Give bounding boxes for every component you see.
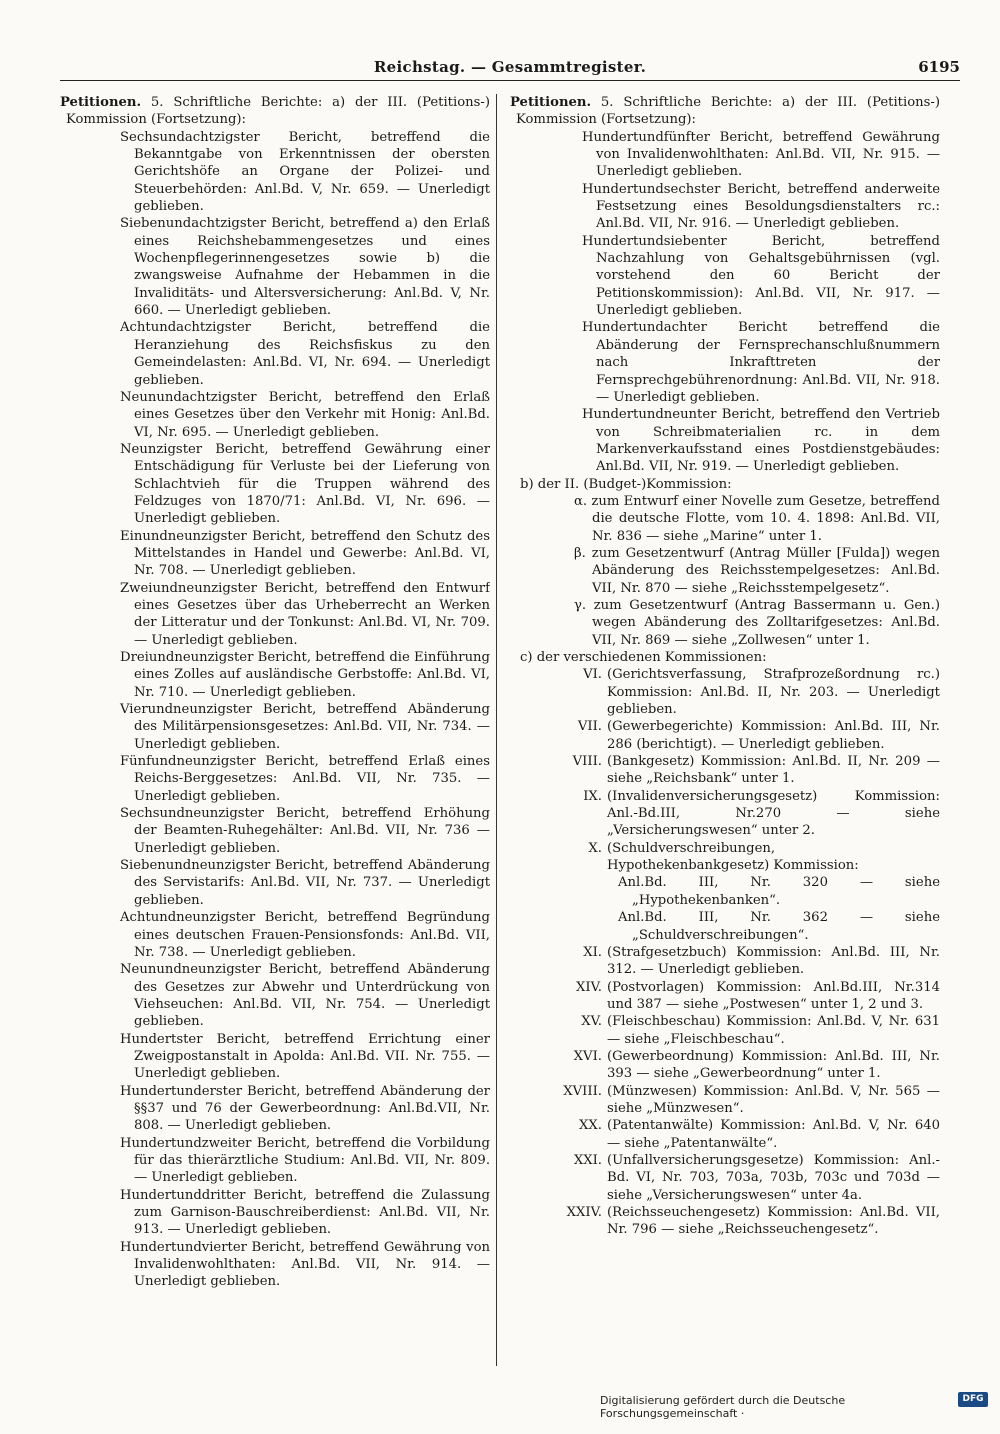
report-entry [510, 233, 940, 320]
report-title: Hundertundachter Bericht betreffend die Abänderung der Fernsprechanschlußnummern nach Inkrafttreten der Fernsprechgebührenordnung: [582, 320, 940, 388]
report-reference: Anl.Bd. VII. Nr. 755. — Unerledigt geblieben. [134, 1048, 490, 1082]
commission-number: XI. [583, 944, 602, 960]
report-reference: Anl.Bd. VII, Nr. 915. — Unerledigt geblieben. [596, 147, 940, 180]
credit-text: Digitalisierung gefördert durch die Deutsche Forschungsgemeinschaft · [600, 1394, 846, 1420]
budget-item [510, 545, 940, 597]
item-text: zum Gesetzentwurf (Antrag Müller [Fulda]) wegen Abänderung des Reichsstempelgesetzes: Anl.Bd. VII, Nr. 870 — siehe „Reichsstempelgesetz“. [591, 545, 940, 596]
commission-number: VII. [577, 719, 602, 735]
report-entry [60, 129, 490, 216]
report-title: Neunzigster Bericht, betreffend Gewährung einer Entschädigung für Verluste bei der Lieferung von Schlachtvieh für die Truppen während des Feldzuges von 1870/71: [120, 441, 490, 509]
report-entry [510, 129, 940, 181]
page-number: 6195 [918, 58, 960, 76]
commission-detail: Anl.Bd. III, Nr. 320 — siehe „Hypothekenbanken“. [618, 875, 940, 908]
commission-number: VIII. [572, 754, 602, 770]
column-heading [510, 94, 940, 129]
report-title: Siebenundachtzigster Bericht, betreffend a) den Erlaß eines Reichshebammengesetzes und eines Wochenpflegerinnengesetzes sowie b) die zwangsweise Aufnahme der Hebammen in die Invaliditäts- und Altersversicherung: [120, 216, 490, 301]
report-reference: Anl.Bd. VII, Nr. 735. — Unerledigt geblieben. [134, 771, 490, 804]
report-entry [60, 1083, 490, 1135]
report-reference: Anl.Bd. VII, Nr. 919. — Unerledigt geblieben. [596, 459, 900, 475]
commissions-section-label: c) der verschiedenen Kommissionen: [520, 650, 767, 665]
report-entry [60, 1187, 490, 1239]
heading-text: 5. Schriftliche Berichte: a) der III. (Petitions-) Kommission (Fortsetzung): [66, 95, 490, 128]
commission-text: (Patentanwälte) Kommission: Anl.Bd. V, Nr. 640 — siehe „Patentanwälte“. [607, 1118, 940, 1151]
report-title: Hundertster Bericht, betreffend Errichtung einer Zweigpostanstalt in Apolda: [120, 1031, 490, 1064]
report-reference: Anl.Bd. VII, Nr. 734. — Unerledigt geblieben. [134, 719, 490, 752]
report-entry [60, 528, 490, 580]
commission-text: (Münzwesen) Kommission: Anl.Bd. V, Nr. 565 — siehe „Münzwesen“. [607, 1083, 940, 1116]
entry-list [60, 129, 490, 1291]
report-entry [60, 857, 490, 909]
report-title: Neunundachtzigster Bericht, betreffend den Erlaß eines Gesetzes über den Verkehr mit Honig: [120, 389, 490, 423]
commission-text: (Schuldverschreibungen, Hypothekenbankgesetz) Kommission: [607, 840, 859, 874]
report-title: Fünfundneunzigster Bericht, betreffend Erlaß eines Reichs-Berggesetzes: [120, 754, 490, 787]
heading-keyword: Petitionen. [510, 95, 592, 110]
budget-item [510, 597, 940, 649]
commission-number: XX. [579, 1118, 602, 1134]
column-divider [496, 94, 497, 1366]
report-reference: Anl.Bd. VI, Nr. 708. — Unerledigt geblieben. [134, 545, 490, 579]
report-reference: Anl.Bd. VII, Nr. 916. — Unerledigt geblieben. [596, 216, 900, 232]
commission-number: IX. [583, 788, 602, 804]
report-entry [60, 580, 490, 649]
commission-number: XIV. [575, 979, 602, 995]
heading-text: 5. Schriftliche Berichte: a) der III. (Petitions-) Kommission (Fortsetzung): [516, 95, 940, 128]
page-header [60, 58, 960, 81]
commission-text: (Gewerbeordnung) Kommission: Anl.Bd. III, Nr. 393 — siehe „Gewerbeordnung“ unter 1. [607, 1048, 940, 1082]
report-entry [60, 649, 490, 701]
report-entry [60, 441, 490, 528]
report-entry [60, 701, 490, 753]
commission-entry [510, 1204, 940, 1239]
report-reference: Anl.Bd. V, Nr. 660. — Unerledigt geblieben. [134, 285, 490, 319]
report-entry [60, 215, 490, 319]
commission-entry [510, 1048, 940, 1083]
commission-entry [510, 944, 940, 979]
report-reference: Anl.Bd. VII, Nr. 914. — Unerledigt geblieben. [134, 1257, 490, 1290]
commission-number: VI. [583, 667, 602, 683]
report-reference: Anl.Bd. VII, Nr. 918. — Unerledigt geblieben. [596, 372, 940, 405]
report-entry [60, 961, 490, 1030]
report-title: Achtundachtzigster Bericht, betreffend die Heranziehung des Reichsfiskus zu den Gemeindelasten: [120, 320, 490, 371]
report-title: Neunundneunzigster Bericht, betreffend Abänderung des Gesetzes zur Abwehr und Unterdrückung von Viehseuchen: [120, 962, 490, 1012]
report-title: Hundertundzweiter Bericht, betreffend die Vorbildung für das thierärztliche Studium: [120, 1135, 490, 1168]
report-reference: Anl.Bd.VII, Nr. 808. — Unerledigt geblieben. [134, 1100, 490, 1134]
commission-number: XV. [581, 1014, 602, 1030]
report-entry [60, 909, 490, 961]
report-entry [60, 753, 490, 805]
commission-entry [510, 1152, 940, 1204]
right-column [510, 94, 940, 1364]
report-title: Hundertundsiebenter Bericht, betreffend Nachzahlung von Gehaltsgebührnissen (vgl. vorstehend den 60 Bericht der Petitionskommission): [582, 233, 940, 301]
report-entry [60, 319, 490, 388]
commission-detail: Anl.Bd. III, Nr. 362 — siehe „Schuldverschreibungen“. [618, 910, 940, 943]
report-title: Sechsundneunzigster Bericht, betreffend Erhöhung der Beamten-Ruhegehälter: [120, 806, 490, 839]
column-heading [60, 94, 490, 129]
report-reference: Anl.Bd. VII, Nr. 737. — Unerledigt geblieben. [134, 875, 490, 908]
report-reference: Anl.Bd. VI, Nr. 696. — Unerledigt geblieben. [134, 493, 490, 527]
budget-section-label: b) der II. (Budget-)Kommission: [520, 476, 732, 492]
report-reference: Anl.Bd. VII, Nr. 736 — Unerledigt geblieben. [134, 823, 490, 856]
report-entry [60, 389, 490, 441]
left-column [60, 94, 490, 1364]
commission-entry [510, 788, 940, 840]
report-entry [60, 1239, 490, 1291]
commission-number: XVIII. [563, 1083, 602, 1099]
report-entry [510, 181, 940, 233]
report-title: Hundertunderster Bericht, betreffend Abänderung der §§37 und 76 der Gewerbeordnung: [120, 1083, 490, 1116]
item-marker: α. [574, 493, 588, 509]
report-title: Zweiundneunzigster Bericht, betreffend den Entwurf eines Gesetzes über das Urheberrecht an Werken der Litteratur und der Tonkunst: [120, 580, 490, 631]
commission-text: (Gerichtsverfassung, Strafprozeßordnung rc.) Kommission: Anl.Bd. II, Nr. 203. — Unerledigt geblieben. [607, 667, 940, 718]
report-title: Dreiundneunzigster Bericht, betreffend die Einführung eines Zolles auf ausländische Gerbstoffe: [120, 650, 490, 683]
commission-entry [510, 666, 940, 718]
report-title: Siebenundneunzigster Bericht, betreffend Abänderung des Servistarifs: [120, 858, 490, 891]
report-title: Hundertunddritter Bericht, betreffend die Zulassung zum Garnison-Bauschreiberdienst: [120, 1187, 490, 1220]
report-reference: Anl.Bd. VII, Nr. 913. — Unerledigt geblieben. [134, 1205, 490, 1238]
budget-item [510, 493, 940, 545]
report-entry [510, 406, 940, 475]
item-text: zum Entwurf einer Novelle zum Gesetze, betreffend die deutsche Flotte, vom 10. 4. 1898: Anl.Bd. VII, Nr. 836 — siehe „Marine“ unter 1. [591, 493, 940, 544]
commission-text: (Strafgesetzbuch) Kommission: Anl.Bd. III, Nr. 312. — Unerledigt geblieben. [607, 944, 940, 978]
heading-keyword: Petitionen. [60, 95, 142, 110]
item-text: zum Gesetzentwurf (Antrag Bassermann u. Gen.) wegen Abänderung des Zolltarifgesetzes: Anl.Bd. VII, Nr. 869 — siehe „Zollwesen“ unter 1. [592, 597, 940, 648]
commission-entry [510, 1117, 940, 1152]
commission-entry [510, 1083, 940, 1118]
report-entry [510, 319, 940, 406]
report-reference: Anl.Bd. VII, Nr. 809. — Unerledigt geblieben. [134, 1152, 490, 1186]
report-entry [60, 1135, 490, 1187]
dfg-logo: DFG [958, 1392, 988, 1407]
commission-number: XXIV. [566, 1205, 602, 1220]
report-reference: Anl.Bd. VI, Nr. 709. — Unerledigt geblieben. [134, 615, 490, 648]
commission-text: (Bankgesetz) Kommission: Anl.Bd. II, Nr. 209 — siehe „Reichsbank“ unter 1. [607, 754, 940, 787]
report-entry [60, 805, 490, 857]
report-reference: Anl.Bd. VII, Nr. 754. — Unerledigt geblieben. [134, 996, 490, 1030]
commission-text: (Gewerbegerichte) Kommission: Anl.Bd. III, Nr. 286 (berichtigt). — Unerledigt geblieben. [607, 719, 940, 752]
commission-entry [510, 840, 940, 875]
commission-text: (Fleischbeschau) Kommission: Anl.Bd. V, Nr. 631 — siehe „Fleischbeschau“. [607, 1014, 940, 1047]
commission-text: (Invalidenversicherungsgesetz) Kommission: Anl.-Bd.III, Nr.270 — siehe „Versicherungswesen“ unter 2. [607, 788, 940, 839]
commission-number: XVI. [573, 1048, 602, 1064]
report-reference: Anl.Bd. VI, Nr. 695. — Unerledigt geblieben. [134, 407, 490, 440]
commission-text: (Unfallversicherungsgesetze) Kommission: Anl.-Bd. VI, Nr. 703, 703a, 703b, 703c und 703d — siehe „Versicherungswesen“ unter 4a. [607, 1152, 940, 1203]
report-title: Hundertundsechster Bericht, betreffend anderweite Festsetzung eines Besoldungsdienstalters rc.: [582, 181, 940, 215]
commission-number: XXI. [573, 1152, 602, 1168]
report-reference: Anl.Bd. VI, Nr. 694. — Unerledigt geblieben. [134, 355, 490, 388]
report-title: Einundneunzigster Bericht, betreffend den Schutz des Mittelstandes in Handel und Gewerbe: [120, 528, 490, 561]
report-title: Vierundneunzigster Bericht, betreffend Abänderung des Militärpensionsgesetzes: [120, 702, 490, 735]
digitization-credit [600, 1392, 990, 1420]
report-title: Hundertundfünfter Bericht, betreffend Gewährung von Invalidenwohlthaten: [582, 129, 940, 163]
running-title: Reichstag. — Gesammtregister. [373, 58, 647, 76]
commission-number: X. [588, 840, 602, 856]
report-reference: Anl.Bd. VII, Nr. 917. — Unerledigt geblieben. [596, 285, 940, 319]
commission-entry [510, 979, 940, 1014]
commission-text: (Reichsseuchengesetz) Kommission: Anl.Bd. VII, Nr. 796 — siehe „Reichsseuchengesetz“. [607, 1205, 940, 1238]
report-title: Hundertundneunter Bericht, betreffend den Vertrieb von Schreibmaterialien rc. in dem Markenverkaufsstand eines Postdienstgebäudes: [582, 407, 940, 457]
commission-entry [510, 718, 940, 753]
commission-entry [510, 753, 940, 788]
commissions-list [510, 666, 940, 1238]
report-reference: Anl.Bd. V, Nr. 659. — Unerledigt geblieben. [134, 181, 490, 215]
item-marker: β. [574, 545, 586, 561]
commission-entry [510, 1013, 940, 1048]
report-entry [60, 1031, 490, 1083]
report-title: Hundertundvierter Bericht, betreffend Gewährung von Invalidenwohlthaten: [120, 1239, 490, 1273]
report-reference: Anl.Bd. VI, Nr. 710. — Unerledigt geblieben. [134, 667, 490, 700]
entry-list [510, 129, 940, 476]
budget-list [510, 493, 940, 649]
report-reference: Anl.Bd. VII, Nr. 738. — Unerledigt geblieben. [134, 927, 490, 960]
report-title: Sechsundachtzigster Bericht, betreffend die Bekanntgabe von Erkenntnissen der obersten Gerichtshöfe an Organe der Polizei- und Steuerbehörden: [120, 129, 490, 197]
item-marker: γ. [574, 597, 587, 613]
report-title: Achtundneunzigster Bericht, betreffend Begründung eines deutschen Frauen-Pensionsfonds: [120, 910, 490, 943]
commission-text: (Postvorlagen) Kommission: Anl.Bd.III, Nr.314 und 387 — siehe „Postwesen“ unter 1, 2 und 3. [607, 979, 940, 1012]
